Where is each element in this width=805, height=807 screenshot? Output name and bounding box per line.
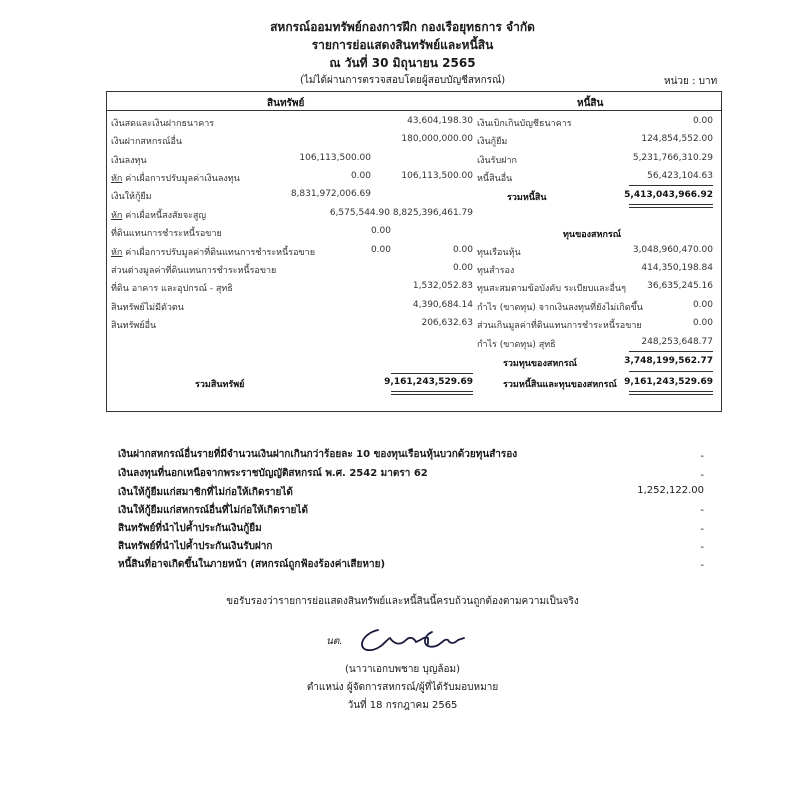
liability-value: 5,231,766,310.29 — [632, 153, 713, 163]
signatory-name: (นาวาเอกบพชาย บุญล้อม) — [345, 664, 460, 675]
signature-date: วันที่ 18 กรกฎาคม 2565 — [347, 700, 458, 711]
liabilities-title: หนี้สิน — [577, 98, 604, 109]
asset-value: 1,532,052.83 — [412, 281, 473, 291]
asset-label: หัก ค่าเผื่อหนี้สงสัยจะสูญ — [111, 211, 207, 221]
signature-prefix: นต. — [326, 636, 343, 647]
equity-value: 3,048,960,470.00 — [632, 245, 713, 255]
grand-total-double-rule — [629, 391, 713, 395]
equity-value: 414,350,198.84 — [641, 263, 713, 273]
signatory-position: ตำแหน่ง ผู้จัดการสหกรณ์/ผู้ที่ได้รับมอบหมาย — [306, 682, 499, 693]
liability-value: 0.00 — [692, 116, 713, 126]
asset-value: 206,632.63 — [421, 318, 473, 328]
asset-subvalue: 8,831,972,006.69 — [290, 189, 371, 199]
footnote-value: - — [700, 524, 704, 535]
footnote-value: 1,252,122.00 — [637, 485, 704, 496]
equity-label: ทุนสะสมตามข้อบังคับ ระเบียบและอื่นๆ — [477, 284, 626, 294]
asset-label: ที่ดินแทนการชำระหนี้รอขาย — [111, 229, 222, 239]
liability-subtotal-rule — [629, 185, 713, 186]
footnote-label: หนี้สินที่อาจเกิดขึ้นในภายหน้า (สหกรณ์ถูกฟ้องร้องค่าเสียหาย) — [118, 559, 386, 570]
less-prefix: หัก — [111, 211, 123, 221]
footnote-value: - — [700, 505, 704, 516]
total-liabilities-value: 5,413,043,966.92 — [624, 190, 713, 200]
footnote-label: เงินให้กู้ยืมแก่สหกรณ์อื่นที่ไม่ก่อให้เกิดรายได้ — [118, 505, 308, 516]
handwritten-signature — [350, 622, 470, 658]
certification-text: ขอรับรองว่ารายการย่อแสดงสินทรัพย์และหนี้สินนี้ครบถ้วนถูกต้องตามความเป็นจริง — [226, 596, 579, 607]
less-prefix: หัก — [111, 174, 123, 184]
asset-value: 106,113,500.00 — [401, 171, 473, 181]
equity-value: 36,635,245.16 — [647, 281, 713, 291]
audit-note: (ไม่ได้ผ่านการตรวจสอบโดยผู้สอบบัญชีสหกรณ์) — [300, 75, 506, 86]
footnote-label: เงินให้กู้ยืมแก่สมาชิกที่ไม่ก่อให้เกิดรายได้ — [118, 487, 293, 498]
footnote-label: เงินลงทุนที่นอกเหนือจากพระราชบัญญัติสหกรณ์ พ.ศ. 2542 มาตรา 62 — [118, 468, 428, 479]
assets-title: สินทรัพย์ — [267, 98, 305, 109]
grand-total-value: 9,161,243,529.69 — [624, 377, 713, 387]
asset-label: เงินฝากสหกรณ์อื่น — [111, 137, 183, 147]
asset-subvalue: 0.00 — [350, 171, 371, 181]
less-prefix: หัก — [111, 248, 123, 258]
header-divider — [107, 110, 721, 111]
equity-label: กำไร (ขาดทุน) จากเงินลงทุนที่ยังไม่เกิดขึ้น — [477, 303, 643, 313]
total-assets-label: รวมสินทรัพย์ — [195, 380, 245, 390]
org-name: สหกรณ์ออมทรัพย์กองการฝึก กองเรือยุทธการ จำกัด — [270, 20, 535, 34]
total-liabilities-label: รวมหนี้สิน — [507, 193, 547, 203]
equity-label: ส่วนเกินมูลค่าที่ดินแทนการชำระหนี้รอขาย — [477, 321, 642, 331]
footnote-label: สินทรัพย์ที่นำไปค้ำประกันเงินกู้ยืม — [118, 523, 262, 534]
asset-subvalue: 106,113,500.00 — [299, 153, 371, 163]
liability-label: เงินรับฝาก — [477, 156, 517, 166]
asset-label: เงินให้กู้ยืม — [111, 192, 152, 202]
assets-total-top-rule — [391, 373, 473, 374]
asset-label: เงินสดและเงินฝากธนาคาร — [111, 119, 215, 129]
asset-subvalue: 0.00 — [370, 226, 391, 236]
asset-value: 180,000,000.00 — [401, 134, 473, 144]
liability-value: 124,854,552.00 — [641, 134, 713, 144]
asset-label: สินทรัพย์ไม่มีตัวตน — [111, 303, 184, 313]
balance-sheet-box — [106, 91, 722, 412]
asset-label: สินทรัพย์อื่น — [111, 321, 157, 331]
footnote-value: - — [700, 542, 704, 553]
liability-value: 56,423,104.63 — [647, 171, 713, 181]
equity-value: 248,253,648.77 — [641, 337, 713, 347]
asset-value: 0.00 — [452, 245, 473, 255]
statement-title: รายการย่อแสดงสินทรัพย์และหนี้สิน — [311, 38, 494, 52]
unit-label: หน่วย : บาท — [664, 76, 718, 87]
total-assets-value: 9,161,243,529.69 — [384, 377, 473, 387]
asset-subvalue: 0.00 — [370, 245, 391, 255]
statement-date: ณ วันที่ 30 มิถุนายน 2565 — [329, 56, 476, 70]
asset-value: 0.00 — [452, 263, 473, 273]
liability-label: หนี้สินอื่น — [477, 174, 513, 184]
asset-label: ส่วนต่างมูลค่าที่ดินแทนการชำระหนี้รอขาย — [111, 266, 277, 276]
total-equity-label: รวมทุนของสหกรณ์ — [503, 359, 577, 369]
asset-label: ที่ดิน อาคาร และอุปกรณ์ - สุทธิ — [111, 284, 233, 294]
total-equity-value: 3,748,199,562.77 — [624, 356, 713, 366]
asset-label: หัก ค่าเผื่อการปรับมูลค่าเงินลงทุน — [111, 174, 240, 184]
equity-total-rule — [629, 371, 713, 372]
equity-subtotal-rule — [629, 351, 713, 352]
footnote-label: สินทรัพย์ที่นำไปค้ำประกันเงินรับฝาก — [118, 541, 273, 552]
grand-total-label: รวมหนี้สินและทุนของสหกรณ์ — [503, 380, 617, 390]
assets-total-double-rule — [391, 391, 473, 395]
liability-label: เงินเบิกเกินบัญชีธนาคาร — [477, 119, 572, 129]
footnote-value: - — [700, 470, 704, 481]
equity-label: ทุนสำรอง — [477, 266, 515, 276]
liability-label: เงินกู้ยืม — [477, 137, 508, 147]
equity-title: ทุนของสหกรณ์ — [563, 230, 622, 240]
liability-total-rule — [629, 204, 713, 208]
asset-value: 43,604,198.30 — [407, 116, 473, 126]
equity-label: ทุนเรือนหุ้น — [477, 248, 521, 258]
equity-value: 0.00 — [692, 318, 713, 328]
asset-value-combined: 6,575,544.90 8,825,396,461.79 — [329, 208, 473, 218]
footnote-value: - — [700, 560, 704, 571]
asset-label: หัก ค่าเผื่อการปรับมูลค่าที่ดินแทนการชำระหนี้รอขาย — [111, 248, 315, 258]
asset-label: เงินลงทุน — [111, 156, 147, 166]
asset-value: 4,390,684.14 — [412, 300, 473, 310]
footnote-label: เงินฝากสหกรณ์อื่นรายที่มีจำนวนเงินฝากเกินกว่าร้อยละ 10 ของทุนเรือนหุ้นบวกด้วยทุนสำรอง — [118, 449, 518, 460]
footnote-value: - — [700, 451, 704, 462]
equity-value: 0.00 — [692, 300, 713, 310]
equity-label: กำไร (ขาดทุน) สุทธิ — [477, 340, 556, 350]
